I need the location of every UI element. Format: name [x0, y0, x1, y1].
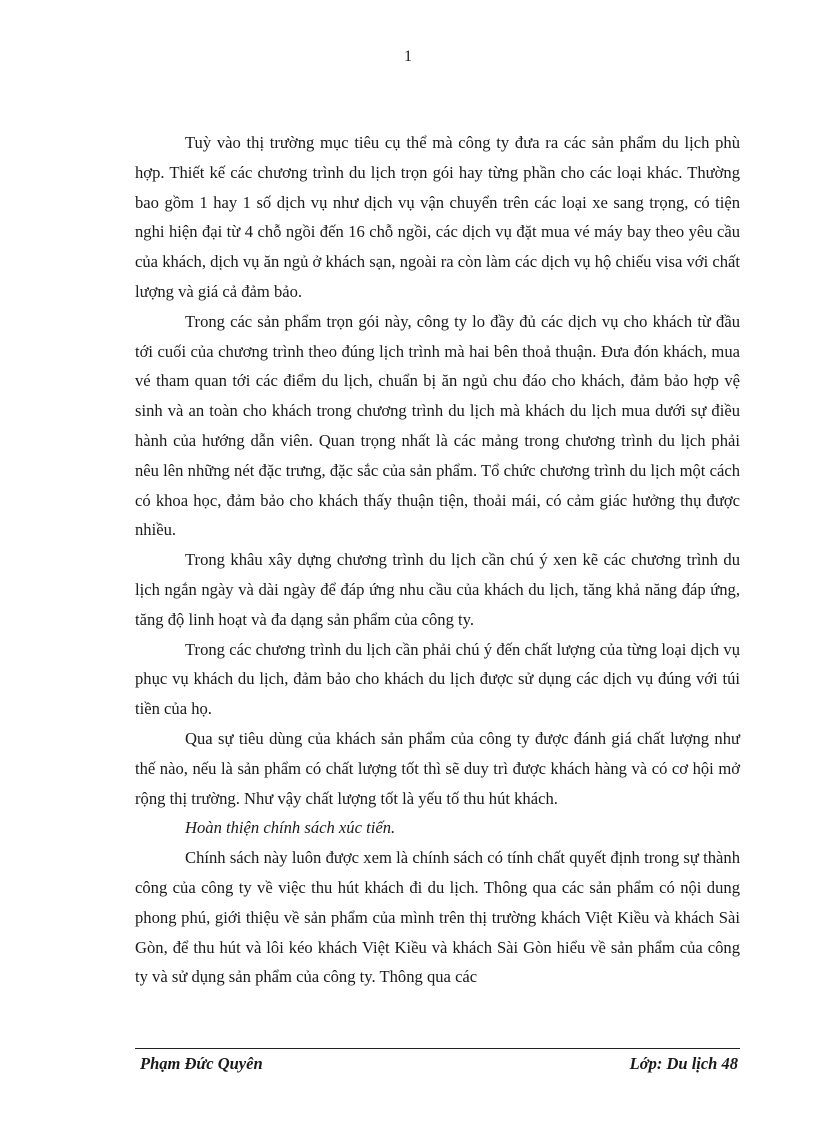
page-footer: [140, 1054, 738, 1074]
footer-author: Phạm Đức Quyên: [140, 1054, 263, 1073]
paragraph: Chính sách này luôn được xem là chính sách có tính chất quyết định trong sự thành công của công ty về việc thu hút khách đi du lịch. Thông qua các sản phẩm có nội dung phong phú, giới thiệu về sản phẩm của mình trên thị trường khách Việt Kiều và khách Sài Gòn, để thu hút và lôi kéo khách Việt Kiều và khách Sài Gòn hiểu về sản phẩm của công ty và sử dụng sản phẩm của công ty. Thông qua các: [135, 848, 740, 987]
paragraph: Tuỳ vào thị trường mục tiêu cụ thể mà công ty đưa ra các sản phẩm du lịch phù hợp. Thiết kế các chương trình du lịch trọn gói hay từng phần cho các loại khác. Thường bao gồm 1 hay 1 số dịch vụ như dịch vụ vận chuyển trên các loại xe sang trọng, có tiện nghi hiện đại từ 4 chỗ ngồi đến 16 chỗ ngồi, các dịch vụ đặt mua vé máy bay theo yêu cầu của khách, dịch vụ ăn ngủ ở khách sạn, ngoài ra còn làm các dịch vụ hộ chiếu visa với chất lượng và giá cả đảm bảo.: [135, 133, 740, 301]
page-number: 1: [404, 48, 412, 65]
footer-class: Lớp: Du lịch 48: [629, 1054, 738, 1073]
footer-divider: [135, 1048, 740, 1049]
paragraph: Trong các chương trình du lịch cần phải chú ý đến chất lượng của từng loại dịch vụ phục vụ khách du lịch, đảm bảo cho khách du lịch được sử dụng các dịch vụ đúng với túi tiền của họ.: [135, 639, 740, 719]
section-heading: Hoàn thiện chính sách xúc tiến.: [185, 818, 396, 838]
document-body: [135, 128, 740, 992]
paragraph: Trong khâu xây dựng chương trình du lịch cần chú ý xen kẽ các chương trình du lịch ngắn ngày và dài ngày để đáp ứng nhu cầu của khách du lịch, tăng khả năng đáp ứng, tăng độ linh hoạt và đa dạng sản phẩm của công ty.: [135, 550, 740, 629]
paragraph: Trong các sản phẩm trọn gói này, công ty lo đầy đủ các dịch vụ cho khách từ đầu tới cuối của chương trình theo đúng lịch trình mà hai bên thoả thuận. Đưa đón khách, mua vé tham quan tới các điểm du lịch, chuẩn bị ăn ngủ chu đáo cho khách, đảm bảo hợp vệ sinh và an toàn cho khách trong chương trình du lịch mà khách du lịch mua dưới sự điều hành của hướng dẫn viên. Quan trọng nhất là các mảng trong chương trình du lịch phải nêu lên những nét đặc trưng, đặc sắc của sản phẩm. Tổ chức chương trình du lịch một cách có khoa học, đảm bảo cho khách thấy thuận tiện, thoải mái, có cảm giác hưởng thụ được nhiều.: [135, 311, 740, 540]
paragraph: Qua sự tiêu dùng của khách sản phẩm của công ty được đánh giá chất lượng như thế nào, nếu là sản phẩm có chất lượng tốt thì sẽ duy trì được khách hàng và có cơ hội mở rộng thị trường. Như vậy chất lượng tốt là yếu tố thu hút khách.: [135, 728, 740, 808]
